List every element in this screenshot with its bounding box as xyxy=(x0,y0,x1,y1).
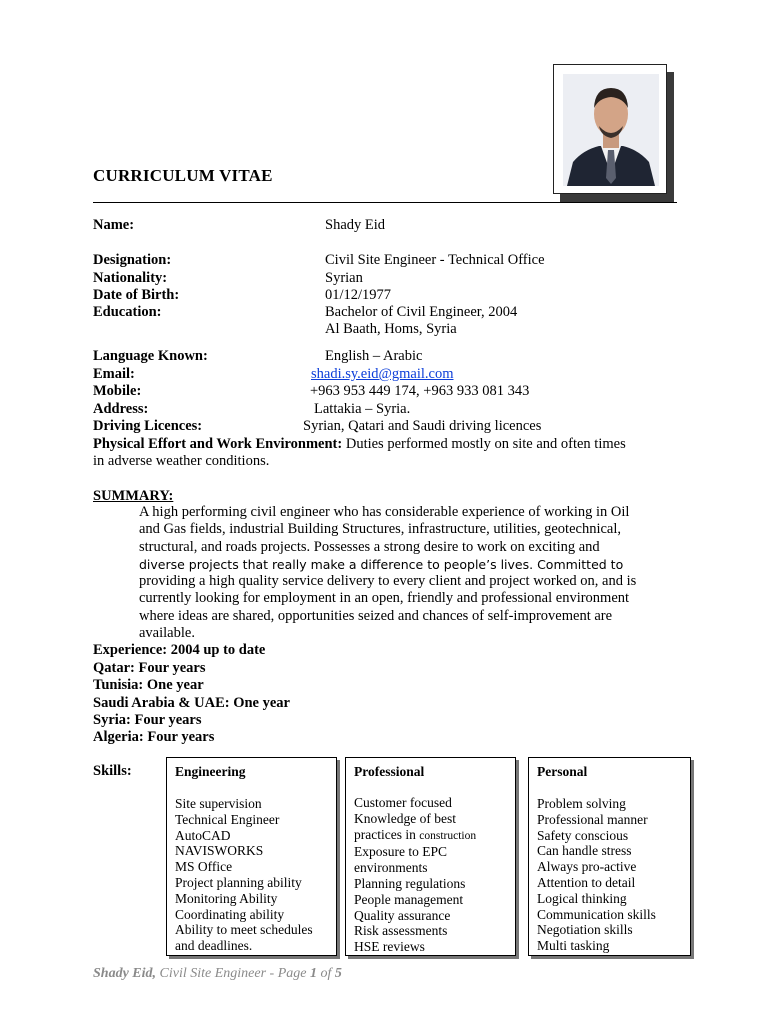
summary-heading-text: SUMMARY xyxy=(93,488,169,504)
skills-label: Skills: xyxy=(93,763,132,779)
skills-professional-heading: Professional xyxy=(354,764,425,779)
mobile-label: Mobile: xyxy=(93,383,142,399)
list-item: Communication skills xyxy=(537,906,656,922)
list-item: Planning regulations xyxy=(354,875,466,891)
driving-value: Syrian, Qatari and Saudi driving licences xyxy=(303,418,542,434)
dob-label: Date of Birth: xyxy=(93,287,180,303)
practices-small-text: construction xyxy=(419,829,477,842)
summary-heading-colon: : xyxy=(168,488,174,504)
list-item: People management xyxy=(354,891,464,907)
profile-photo xyxy=(553,64,667,194)
list-item: Can handle stress xyxy=(537,843,632,859)
language-label: Language Known: xyxy=(93,348,208,364)
list-item: AutoCAD xyxy=(175,827,231,843)
address-value: Lattakia – Syria. xyxy=(314,401,411,417)
footer-of: of xyxy=(316,966,335,981)
experience-saudi-uae: Saudi Arabia & UAE: One year xyxy=(93,695,290,711)
language-value: English – Arabic xyxy=(325,348,423,364)
skills-engineering-box xyxy=(166,757,337,956)
profile-photo-image xyxy=(563,74,659,186)
designation-label: Designation: xyxy=(93,252,172,268)
list-item: Logical thinking xyxy=(537,890,627,906)
list-item: Site supervision xyxy=(175,796,262,811)
list-item: HSE reviews xyxy=(354,939,425,955)
list-item: Ability to meet schedules xyxy=(175,922,313,938)
physical-row xyxy=(93,436,626,453)
list-item: Monitoring Ability xyxy=(175,890,278,906)
experience-total: Experience: 2004 up to date xyxy=(93,642,266,658)
email-link[interactable]: shadi.sy.eid@gmail.com xyxy=(311,366,454,382)
skills-personal-heading: Personal xyxy=(537,764,588,779)
header-divider xyxy=(93,202,677,203)
list-item: Negotiation skills xyxy=(537,922,633,938)
designation-value: Civil Site Engineer - Technical Office xyxy=(325,252,545,268)
footer-role: Civil Site Engineer - Page xyxy=(156,966,310,981)
list-item: Knowledge of best xyxy=(354,810,456,826)
nationality-value: Syrian xyxy=(325,270,363,286)
skills-personal-list xyxy=(537,796,690,954)
summary-line: providing a high quality service delivery to every client and project worked on, and is xyxy=(139,573,637,590)
footer-page-number: 1 xyxy=(309,966,317,981)
email-label: Email: xyxy=(93,366,135,382)
skills-engineering-heading: Engineering xyxy=(175,764,246,779)
list-item: Professional manner xyxy=(537,811,648,827)
name-value: Shady Eid xyxy=(325,217,386,233)
education-value-2: Al Baath, Homs, Syria xyxy=(325,321,457,337)
driving-label: Driving Licences: xyxy=(93,418,203,434)
summary-line: where ideas are shared, opportunities seized and chances of self-improvement are xyxy=(139,607,613,624)
list-item: Attention to detail xyxy=(537,874,636,890)
list-item: Coordinating ability xyxy=(175,906,285,922)
nationality-label: Nationality: xyxy=(93,270,168,286)
physical-value-2: in adverse weather conditions. xyxy=(93,453,270,469)
education-value-1: Bachelor of Civil Engineer, 2004 xyxy=(325,304,518,320)
skills-engineering-list xyxy=(175,796,336,954)
list-item: Quality assurance xyxy=(354,907,451,923)
experience-tunisia: Tunisia: One year xyxy=(93,677,204,693)
footer-page-total: 5 xyxy=(334,966,342,981)
skills-personal-box xyxy=(528,757,691,956)
list-item: Project planning ability xyxy=(175,874,302,890)
physical-row-2 xyxy=(93,453,269,470)
experience-qatar: Qatar: Four years xyxy=(93,660,206,676)
summary-line: diverse projects that really make a difference to people’s lives. Committed to xyxy=(139,556,624,572)
summary-line: available. xyxy=(139,625,195,642)
summary-line: currently looking for employment in an open, friendly and professional environment xyxy=(139,590,630,607)
dob-value: 01/12/1977 xyxy=(325,287,392,303)
address-label: Address: xyxy=(93,401,149,417)
education-label: Education: xyxy=(93,304,162,320)
list-item: Technical Engineer xyxy=(175,811,280,827)
list-item: Customer focused xyxy=(354,795,452,810)
summary-line: and Gas fields, industrial Building Structures, infrastructure, utilities, geotechnical, xyxy=(139,521,622,538)
list-item xyxy=(354,827,515,845)
list-item: Always pro-active xyxy=(537,859,637,875)
physical-label: Physical Effort and Work Environment: xyxy=(93,436,343,452)
mobile-value: +963 953 449 174, +963 933 081 343 xyxy=(310,383,530,399)
skills-professional-box xyxy=(345,757,516,956)
list-item: environments xyxy=(354,860,428,876)
summary-line: structural, and roads projects. Possesses a strong desire to work on exciting and xyxy=(139,538,600,555)
summary-heading xyxy=(93,488,173,505)
list-item: NAVISWORKS xyxy=(175,843,264,859)
list-item: and deadlines. xyxy=(175,938,253,954)
page-footer xyxy=(93,966,342,982)
list-item: Exposure to EPC xyxy=(354,844,447,860)
list-item: Safety conscious xyxy=(537,827,629,843)
skills-professional-list xyxy=(354,795,515,955)
physical-value-1: Duties performed mostly on site and often times xyxy=(342,436,626,452)
summary-line: A high performing civil engineer who has considerable experience of working in Oil xyxy=(139,504,630,520)
list-item: Risk assessments xyxy=(354,923,448,939)
page-title: CURRICULUM VITAE xyxy=(93,166,273,185)
footer-name: Shady Eid, xyxy=(93,966,157,981)
experience-algeria: Algeria: Four years xyxy=(93,729,215,745)
experience-syria: Syria: Four years xyxy=(93,712,202,728)
list-item: MS Office xyxy=(175,859,233,875)
summary-body xyxy=(139,504,669,642)
name-label: Name: xyxy=(93,217,135,233)
practices-text: practices in xyxy=(354,826,420,842)
list-item: Problem solving xyxy=(537,796,626,811)
list-item: Multi tasking xyxy=(537,938,610,954)
